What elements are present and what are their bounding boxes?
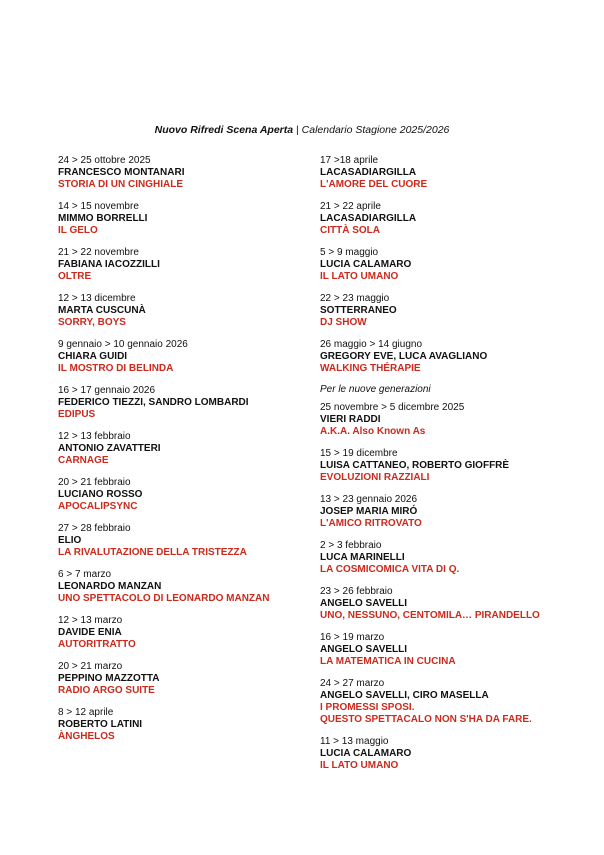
entry-date: 22 > 23 maggio: [320, 293, 390, 304]
entry-show-title: DJ SHOW: [320, 317, 367, 328]
entry-show-title: EVOLUZIONI RAZZIALI: [320, 472, 430, 483]
calendar-entry: [320, 448, 560, 484]
entry-date: 8 > 12 aprile: [58, 707, 114, 718]
entry-date: 21 > 22 novembre: [58, 247, 139, 258]
entry-show-title: A.K.A. Also Known As: [320, 426, 426, 437]
entry-artist: PEPPINO MAZZOTTA: [58, 673, 160, 684]
entry-artist: ANTONIO ZAVATTERI: [58, 443, 161, 454]
entry-show-title: RADIO ARGO SUITE: [58, 685, 155, 696]
calendar-entry: [320, 494, 560, 530]
page-title: [0, 124, 604, 137]
calendar-entry: [58, 477, 298, 513]
calendar-entry: [320, 247, 560, 283]
entry-show-title: EDIPUS: [58, 409, 96, 420]
calendar-entry: [58, 569, 298, 605]
entry-date: 14 > 15 novembre: [58, 201, 139, 212]
entry-show-title: IL LATO UMANO: [320, 271, 399, 282]
entry-artist: LUISA CATTANEO, ROBERTO GIOFFRÈ: [320, 460, 510, 471]
entry-show-title: STORIA DI UN CINGHIALE: [58, 179, 184, 190]
entry-date: 20 > 21 febbraio: [58, 477, 131, 488]
entry-artist: ELIO: [58, 535, 82, 546]
calendar-entry: [320, 586, 560, 622]
calendar-entry: [320, 402, 560, 438]
entry-show-title: LA MATEMATICA IN CUCINA: [320, 656, 456, 667]
entry-show-title: IL GELO: [58, 225, 98, 236]
entry-show-title: IL LATO UMANO: [320, 760, 399, 771]
entry-date: 5 > 9 maggio: [320, 247, 379, 258]
entry-show-title: APOCALIPSYNC: [58, 501, 138, 512]
entry-show-subtitle: QUESTO SPETTACALO NON S'HA DA FARE.: [320, 714, 532, 725]
entry-show-title: AUTORITRATTO: [58, 639, 136, 650]
entry-date: 17 >18 aprile: [320, 155, 379, 166]
entry-artist: CHIARA GUIDI: [58, 351, 128, 362]
entry-date: 12 > 13 marzo: [58, 615, 123, 626]
entry-show-title: UNO SPETTACOLO DI LEONARDO MANZAN: [58, 593, 270, 604]
calendar-entry: [58, 523, 298, 559]
entry-date: 24 > 25 ottobre 2025: [58, 155, 151, 166]
calendar-entry: [58, 707, 298, 743]
right-column: [320, 155, 560, 782]
calendar-entry: [320, 540, 560, 576]
entry-show-title: WALKING THÉRAPIE: [320, 363, 421, 374]
entry-artist: VIERI RADDI: [320, 414, 381, 425]
entry-artist: ANGELO SAVELLI, CIRO MASELLA: [320, 690, 489, 701]
entry-artist: LUCIA CALAMARO: [320, 259, 412, 270]
entry-artist: LUCIANO ROSSO: [58, 489, 143, 500]
calendar-entry: [320, 201, 560, 237]
entry-date: 9 gennaio > 10 gennaio 2026: [58, 339, 188, 350]
entry-artist: GREGORY EVE, LUCA AVAGLIANO: [320, 351, 488, 362]
entry-date: 20 > 21 marzo: [58, 661, 123, 672]
entry-artist: ANGELO SAVELLI: [320, 598, 408, 609]
entry-date: 11 > 13 maggio: [320, 736, 389, 747]
calendar-entry: [320, 678, 560, 726]
entry-artist: ANGELO SAVELLI: [320, 644, 408, 655]
entry-show-title: CARNAGE: [58, 455, 109, 466]
entry-show-title: ÀNGHELOS: [58, 731, 115, 742]
entry-date: 2 > 3 febbraio: [320, 540, 382, 551]
calendar-entry: [58, 615, 298, 651]
calendar-entry: [320, 632, 560, 668]
entry-date: 6 > 7 marzo: [58, 569, 112, 580]
entry-artist: LUCA MARINELLI: [320, 552, 405, 563]
entry-show-title: LA RIVALUTAZIONE DELLA TRISTEZZA: [58, 547, 247, 558]
calendar-entry: [320, 339, 560, 375]
entry-artist: LUCIA CALAMARO: [320, 748, 412, 759]
calendar-entry: [58, 385, 298, 421]
entry-artist: MARTA CUSCUNÀ: [58, 305, 146, 316]
entry-artist: LACASADIARGILLA: [320, 213, 417, 224]
entry-artist: FEDERICO TIEZZI, SANDRO LOMBARDI: [58, 397, 249, 408]
entry-show-title: L'AMORE DEL CUORE: [320, 179, 428, 190]
entry-artist: JOSEP MARIA MIRÓ: [320, 506, 418, 517]
entry-artist: MIMMO BORRELLI: [58, 213, 148, 224]
calendar-entry: [320, 736, 560, 772]
entry-show-title: SORRY, BOYS: [58, 317, 126, 328]
entry-show-title: UNO, NESSUNO, CENTOMILA… PIRANDELLO: [320, 610, 540, 621]
entry-show-title: IL MOSTRO DI BELINDA: [58, 363, 174, 374]
entry-show-title: I PROMESSI SPOSI.: [320, 702, 415, 713]
entry-date: 12 > 13 dicembre: [58, 293, 136, 304]
calendar-entry: [58, 247, 298, 283]
entry-artist: ROBERTO LATINI: [58, 719, 143, 730]
entry-show-title: CITTÀ SOLA: [320, 225, 380, 236]
entry-artist: LEONARDO MANZAN: [58, 581, 162, 592]
left-column: [58, 155, 298, 753]
entry-artist: SOTTERRANEO: [320, 305, 397, 316]
new-generations-heading: Per le nuove generazioni: [320, 384, 431, 395]
calendar-entry: [58, 431, 298, 467]
calendar-entry: [320, 293, 560, 329]
entry-artist: FRANCESCO MONTANARI: [58, 167, 185, 178]
entry-artist: LACASADIARGILLA: [320, 167, 417, 178]
entry-show-title: LA COSMICOMICA VITA DI Q.: [320, 564, 460, 575]
entry-show-title: OLTRE: [58, 271, 92, 282]
season-subtitle: Calendario Stagione 2025/2026: [301, 124, 450, 136]
theatre-name: Nuovo Rifredi Scena Aperta: [154, 124, 294, 136]
entry-artist: FABIANA IACOZZILLI: [58, 259, 160, 270]
calendar-entry: [58, 661, 298, 697]
calendar-entry: [58, 201, 298, 237]
entry-date: 15 > 19 dicembre: [320, 448, 398, 459]
title-separator: |: [293, 124, 302, 136]
entry-date: 25 novembre > 5 dicembre 2025: [320, 402, 465, 413]
calendar-entry: [58, 293, 298, 329]
calendar-entry: [58, 155, 298, 191]
entry-show-title: L'AMICO RITROVATO: [320, 518, 422, 529]
entry-date: 26 maggio > 14 giugno: [320, 339, 423, 350]
calendar-entry: [58, 339, 298, 375]
entry-date: 27 > 28 febbraio: [58, 523, 131, 534]
entry-date: 16 > 17 gennaio 2026: [58, 385, 156, 396]
entry-artist: DAVIDE ENIA: [58, 627, 122, 638]
entry-date: 21 > 22 aprile: [320, 201, 381, 212]
entry-date: 16 > 19 marzo: [320, 632, 385, 643]
entry-date: 13 > 23 gennaio 2026: [320, 494, 418, 505]
entry-date: 24 > 27 marzo: [320, 678, 385, 689]
calendar-entry: [320, 155, 560, 191]
entry-date: 23 > 26 febbraio: [320, 586, 393, 597]
entry-date: 12 > 13 febbraio: [58, 431, 131, 442]
